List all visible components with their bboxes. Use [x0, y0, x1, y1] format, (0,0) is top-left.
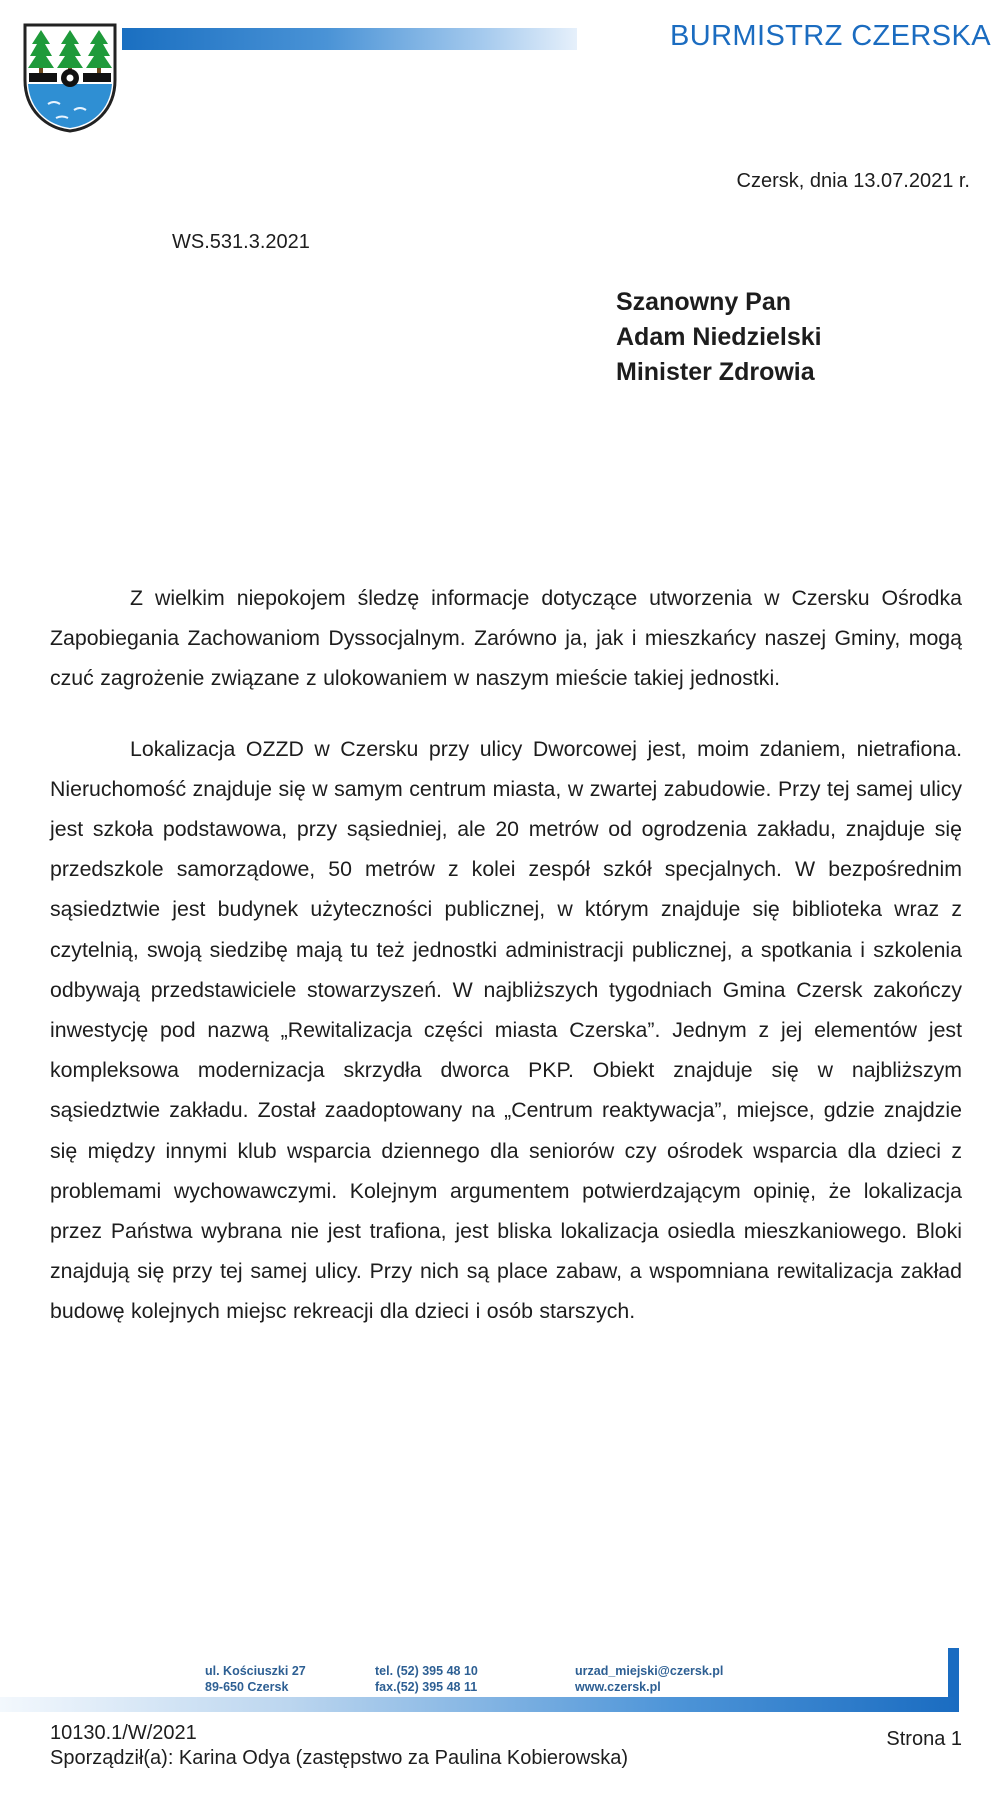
document-number: 10130.1/W/2021	[50, 1722, 197, 1744]
fax-number: fax.(52) 395 48 11	[375, 1680, 478, 1694]
recipient-position: Minister Zdrowia	[616, 358, 815, 386]
footer-web	[575, 1663, 723, 1695]
date-line: Czersk, dnia 13.07.2021 r.	[736, 170, 970, 192]
letter-body	[50, 578, 962, 1332]
header-gradient-bar	[122, 28, 577, 50]
body-paragraph: Lokalizacja OZZD w Czersku przy ulicy Dworcowej jest, moim zdaniem, nietrafiona. Nieruchomość znajduje się w samym centrum miasta, w zwartej zabudowie. Przy tej samej ulicy jest szkoła podstawowa, przy sąsiedniej, ale 20 metrów od ogrodzenia zakładu, znajduje się przedszkole samorządowe, 50 metrów z kolei zespół szkół specjalnych. W bezpośrednim sąsiedztwie jest budynek użyteczności publicznej, w którym znajduje się biblioteka wraz z czytelnią, swoją siedzibę mają tu też jednostki administracji publicznej, a spotkania i szkolenia odbywają przedstawiciele stowarzyszeń. W najbliższych tygodniach Gmina Czersk zakończy inwestycję pod nazwą „Rewitalizacja części miasta Czerska”. Jednym z jej elementów jest kompleksowa modernizacja skrzydła dworca PKP. Obiekt znajduje się w najbliższym sąsiedztwie zakładu. Został zaadoptowany na „Centrum reaktywacja”, miejsce, gdzie znajdzie się między innymi klub wsparcia dziennego dla seniorów czy ośrodek wsparcia dla dzieci z problemami wychowawczymi. Kolejnym argumentem potwierdzającym opinię, że lokalizacja przez Państwa wybrana nie jest trafiona, jest bliska lokalizacja osiedla mieszkaniowego. Bloki znajdują się przy tej samej ulicy. Przy nich są place zabaw, a wspomniana rewitalizacja zakład budowę kolejnych miejsc rekreacji dla dzieci i osób starszych.	[50, 736, 962, 1324]
page-number: Strona 1	[886, 1728, 962, 1750]
footer-gradient-bar	[0, 1697, 958, 1712]
recipient-block	[616, 285, 822, 390]
phone-number: tel. (52) 395 48 10	[375, 1664, 478, 1678]
email-address: urzad_miejski@czersk.pl	[575, 1664, 724, 1678]
address-street: ul. Kościuszki 27	[205, 1664, 306, 1678]
website-address: www.czersk.pl	[575, 1680, 661, 1694]
footer-phones	[375, 1663, 478, 1695]
issuer-title: BURMISTRZ CZERSKA	[670, 20, 991, 52]
recipient-name: Adam Niedzielski	[616, 323, 822, 351]
reference-number: WS.531.3.2021	[172, 231, 310, 253]
body-paragraph: Z wielkim niepokojem śledzę informacje dotyczące utworzenia w Czersku Ośrodka Zapobiegania Zachowaniom Dyssocjalnym. Zarówno ja, jak i mieszkańcy naszej Gminy, mogą czuć zagrożenie związane z ulokowaniem w naszym mieście takiej jednostki.	[50, 586, 962, 691]
prepared-by: Sporządził(a): Karina Odya (zastępstwo za Paulina Kobierowska)	[50, 1747, 629, 1769]
czersk-coat-of-arms-icon	[22, 22, 118, 134]
address-city: 89-650 Czersk	[205, 1680, 289, 1694]
recipient-salutation: Szanowny Pan	[616, 288, 792, 316]
footer-address	[205, 1663, 306, 1695]
